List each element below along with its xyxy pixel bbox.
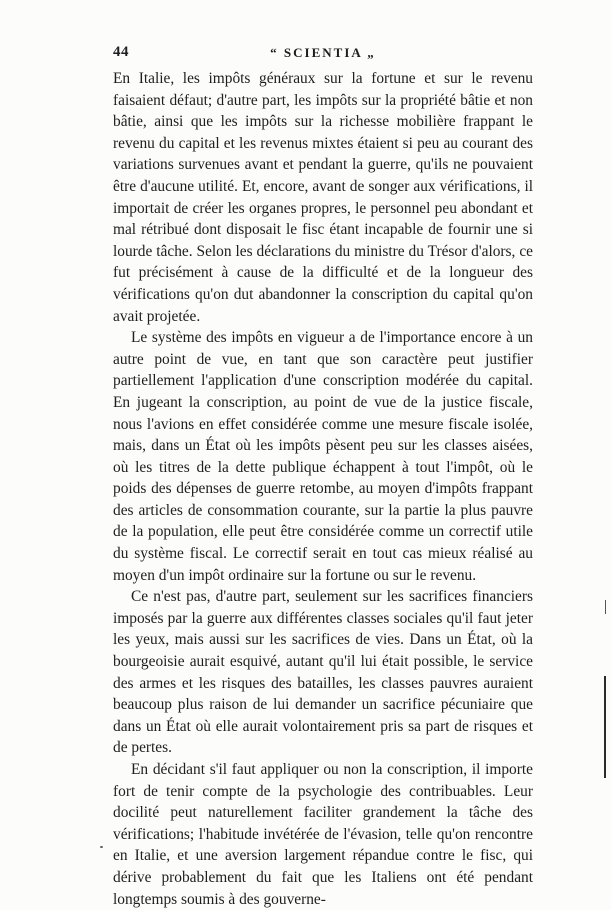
paragraph: Le système des impôts en vigueur a de l'importance encore à un autre point de vue, en tant que son caractère peut justifier partiellement l'application d'une conscription modérée du capital. En jugeant la conscription, au point de vue de la justice fiscale, nous l'avions en effet considérée comme une mesure fiscale isolée, mais, dans un État où les impôts pèsent peu sur les classes aisées, où les titres de la dette publique échappent à tout l'impôt, où le poids des dépenses de guerre retombe, au moyen d'impôts frappant des articles de consommation courante, sur la partie la plus pauvre de la population, elle peut être considérée comme un correctif utile du système fiscal. Le correctif serait en tout cas mieux réalisé au moyen d'un impôt ordinaire sur la fortune ou sur le revenu. <box>113 329 533 584</box>
page-header <box>113 44 533 62</box>
scan-edge-mark-small <box>605 600 606 614</box>
scan-edge-mark <box>604 676 606 778</box>
running-title: “ SCIENTIA „ <box>270 45 376 60</box>
paragraph: Ce n'est pas, d'autre part, seulement sur les sacrifices financiers imposés par la guerre aux différentes classes sociales qu'il faut jeter les yeux, mais aussi sur les sacrifices de vies. Dans un État, où la bourgeoisie aurait esquivé, autant qu'il lui était possible, le service des armes et les risques des batailles, les classes pauvres auraient beaucoup plus raison de lui demander un sacrifice pécuniaire que dans un État où elle aurait volontairement pris sa part de risques et de pertes. <box>113 588 533 757</box>
scan-speck <box>100 846 103 848</box>
paragraph: En décidant s'il faut appliquer ou non la conscription, il importe fort de tenir compte de la psychologie des contribuables. Leur docilité peut naturellement faciliter grandement la tâche des vérifications; l'habitude invétérée de l'évasion, telle qu'on rencontre en Italie, et une aversion largement répandue contre le fisc, qui dérive probablement du fait que les Italiens ont été pendant longtemps soumis à des gouverne- <box>113 761 533 908</box>
paragraph: En Italie, les impôts généraux sur la fortune et sur le revenu faisaient défaut; d'autre part, les impôts sur la propriété bâtie et non bâtie, ainsi que les impôts sur la richesse mobilière frappant le revenu du capital et les revenus mixtes étaient si peu au courant des variations survenues avant et pendant la guerre, qu'ils ne pouvaient être d'aucune utilité. Et, encore, avant de songer aux vérifications, il importait de créer les organes propres, le personnel peu abondant et mal rétribué dont disposait le fisc étant incapable de fournir une si lourde tâche. Selon les déclarations du ministre du Trésor d'alors, ce fut précisément à cause de la difficulté et de la longueur des vérifications qu'on dut abandonner la conscription du capital qu'on avait projetée. <box>113 70 533 325</box>
body-text <box>113 68 533 910</box>
page-number: 44 <box>113 44 129 60</box>
